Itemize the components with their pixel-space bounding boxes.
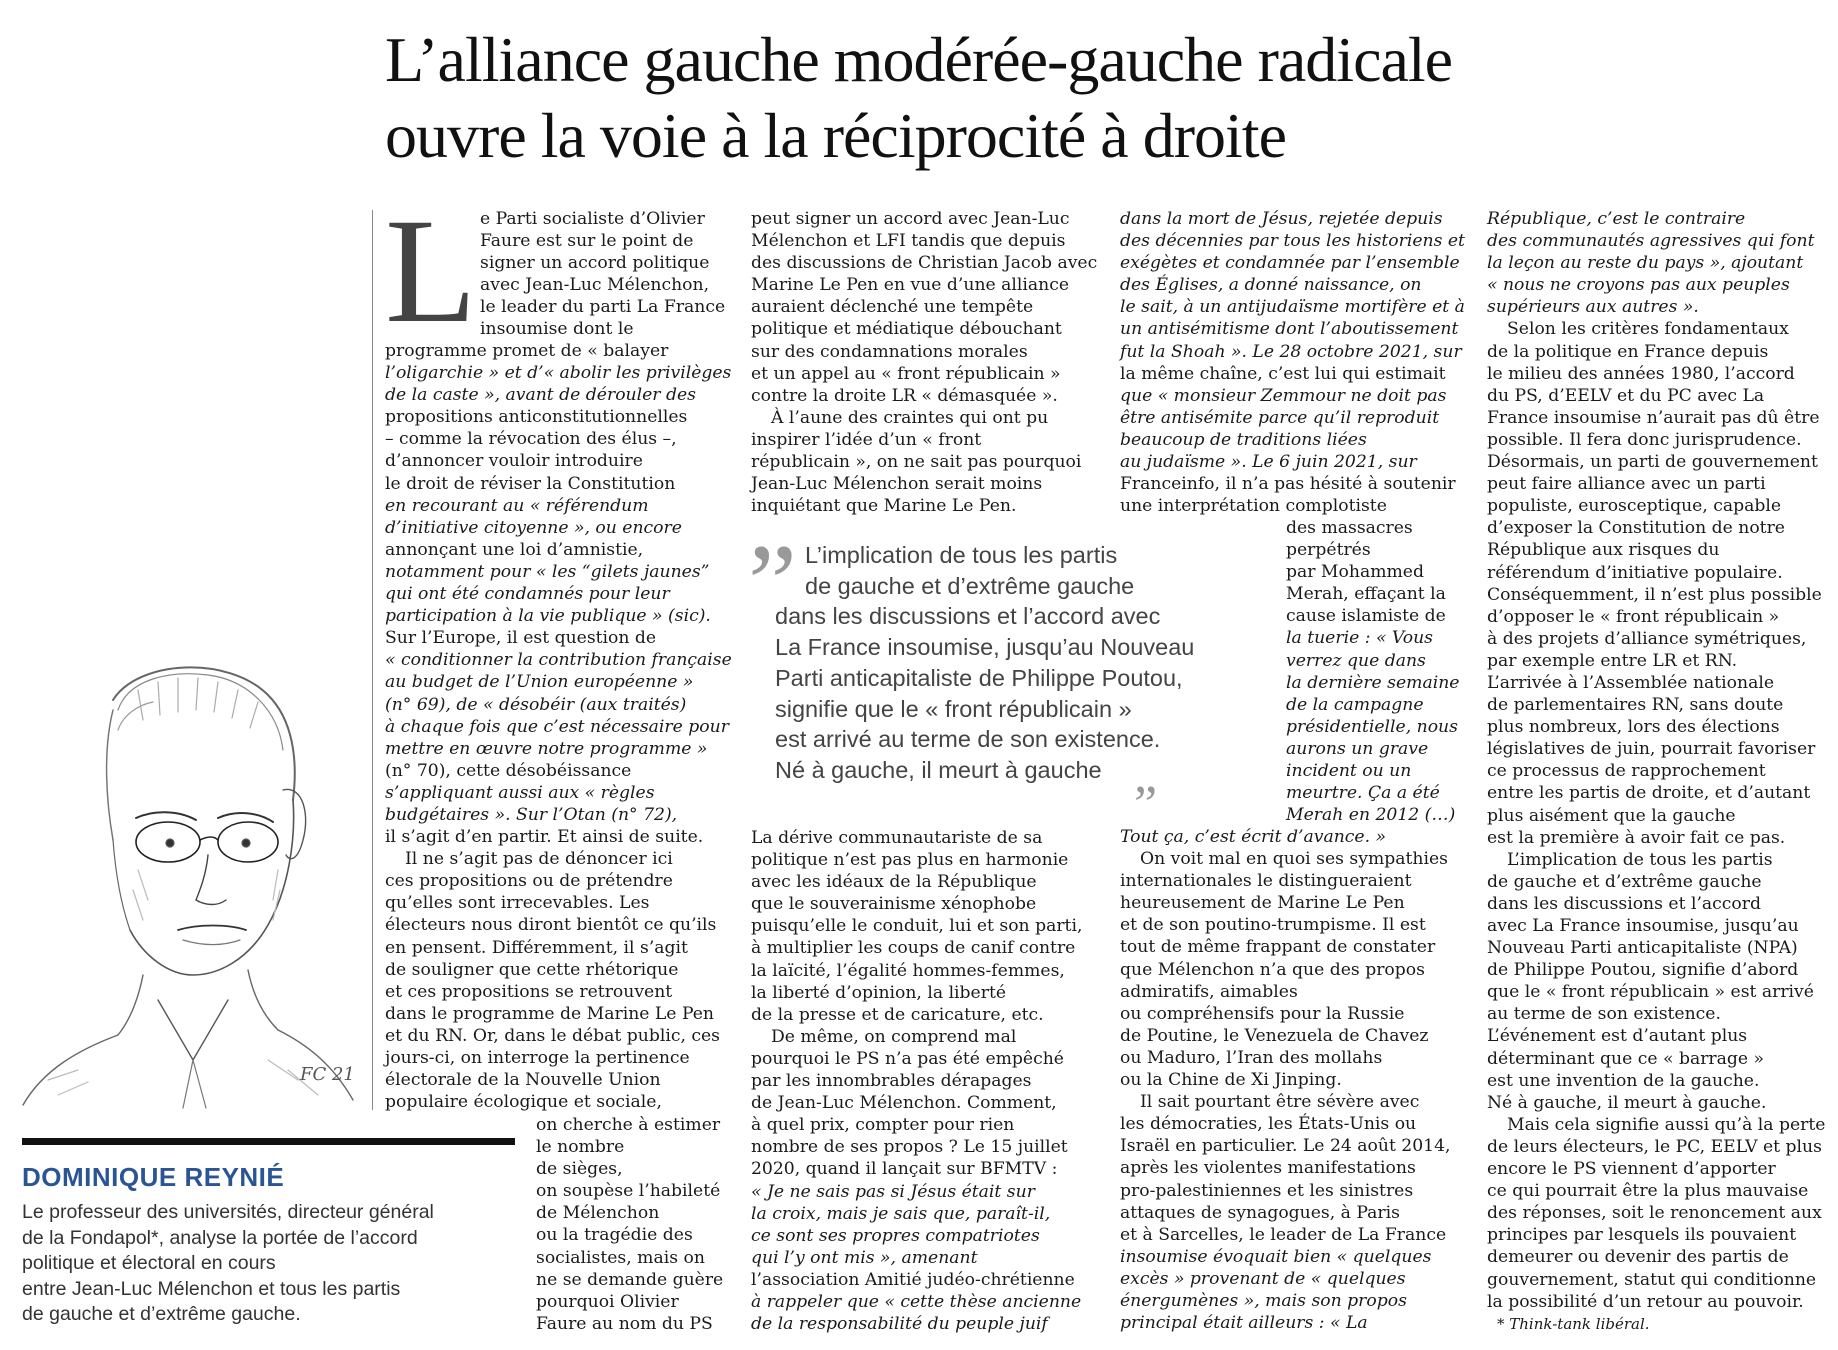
footnote-text: * Think-tank libéral. <box>1497 1315 1650 1333</box>
text-line: ou compréhensifs pour la Russie <box>1120 1003 1405 1024</box>
text-line: de la politique en France depuis <box>1487 341 1769 362</box>
text-line: que Mélenchon n’a que des propos <box>1120 959 1425 980</box>
text-line: meurtre. Ça a été <box>1286 783 1440 804</box>
text-line: cause islamiste de <box>1286 606 1446 627</box>
text-line: L’implication de tous les partis <box>1507 849 1773 870</box>
text-line: fut la Shoah ». Le 28 octobre 2021, sur <box>1120 341 1462 362</box>
text-line: dans la mort de Jésus, rejetée depuis <box>1120 209 1443 229</box>
text-line: pourquoi le PS n’a pas été empêché <box>751 1048 1064 1069</box>
column-3-top <box>1120 208 1465 517</box>
text-line: exégètes et condamnée par l’ensemble <box>1120 253 1460 274</box>
text-line: ces propositions ou de prétendre <box>385 871 673 892</box>
text-line: dans le programme de Marine Le Pen <box>385 1003 714 1024</box>
text-line: À l’aune des craintes qui ont pu <box>771 407 1049 428</box>
column-3-bottom <box>1120 826 1451 1334</box>
text-line: République, c’est le contraire <box>1487 209 1746 229</box>
author-bio-line: de gauche et d’extrême gauche. <box>22 1303 301 1325</box>
text-line: avec La France insoumise, jusqu’au <box>1487 916 1799 936</box>
text-line: principal était ailleurs : « La <box>1120 1313 1368 1334</box>
text-line: Nouveau Parti anticapitaliste (NPA) <box>1487 938 1798 959</box>
text-line: de Philippe Poutou, signifie d’abord <box>1487 960 1799 981</box>
text-line: est la première à avoir fait ce pas. <box>1487 827 1786 848</box>
text-line: ou la tragédie des <box>536 1225 693 1246</box>
text-line: principes par lesquels ils pouvaient <box>1487 1225 1797 1246</box>
text-line: admiratifs, aimables <box>1120 981 1298 1002</box>
headline <box>385 22 1825 174</box>
text-line: France insoumise n’aurait pas dû être <box>1487 407 1820 428</box>
author-bio <box>22 1200 492 1328</box>
text-line: sur des condamnations morales <box>751 341 1028 362</box>
text-line: par exemple entre LR et RN. <box>1487 650 1738 671</box>
author-name: DOMINIQUE REYNIÉ <box>22 1162 285 1192</box>
pullquote-line: de gauche et d’extrême gauche <box>805 572 1135 599</box>
text-line: le droit de réviser la Constitution <box>385 473 676 494</box>
text-line: d’opposer le « front républicain » <box>1487 606 1780 627</box>
text-line: aurons un grave <box>1286 738 1429 759</box>
text-line: ce processus de rapprochement <box>1487 761 1766 782</box>
text-line: d’annoncer vouloir introduire <box>385 451 643 472</box>
pullquote-line: signifie que le « front républicain » <box>775 695 1132 722</box>
text-line: les démocraties, les États-Unis ou <box>1120 1114 1417 1135</box>
text-line: de la campagne <box>1286 694 1424 715</box>
text-line: De même, on comprend mal <box>771 1026 1017 1047</box>
text-line: dans les discussions et l’accord <box>1487 893 1761 914</box>
text-line: verrez que dans <box>1286 650 1426 671</box>
text-line: nombre de ses propos ? Le 15 juillet <box>751 1137 1068 1158</box>
text-line: et à Sarcelles, le leader de La France <box>1120 1224 1447 1245</box>
text-line: Franceinfo, il n’a pas hésité à soutenir <box>1120 474 1456 495</box>
text-line: d’initiative citoyenne », ou encore <box>385 517 682 538</box>
text-line: participation à la vie publique » (sic). <box>385 606 711 627</box>
text-line: au terme de son existence. <box>1487 1004 1721 1025</box>
footnote <box>1487 1313 1650 1335</box>
text-line: La dérive communautariste de sa <box>751 828 1043 848</box>
text-line: à chaque fois que c’est nécessaire pour <box>385 716 729 737</box>
text-line: « conditionner la contribution française <box>385 650 732 671</box>
text-line: après les violentes manifestations <box>1120 1158 1416 1179</box>
text-line: (n° 69), de « désobéir (aux traités) <box>385 694 687 715</box>
text-line: possible. Il fera donc jurisprudence. <box>1487 429 1802 450</box>
text-line: s’appliquant aussi aux « règles <box>385 782 655 803</box>
text-line: insoumise dont le <box>480 319 634 340</box>
text-line: de Mélenchon <box>536 1203 660 1224</box>
text-line: On voit mal en quoi ses sympathies <box>1140 849 1448 870</box>
text-line: avec les idéaux de la République <box>751 872 1037 893</box>
text-line: Mélenchon et LFI tandis que depuis <box>751 231 1066 252</box>
text-line: que le souverainisme xénophobe <box>751 894 1037 915</box>
text-line: à multiplier les coups de canif contre <box>751 938 1076 959</box>
text-line: ce sont ses propres compatriotes <box>751 1225 1040 1246</box>
text-line: des Églises, a donné naissance, on <box>1120 275 1422 296</box>
text-line: de Jean-Luc Mélenchon. Comment, <box>751 1093 1057 1114</box>
text-line: la laïcité, l’égalité hommes-femmes, <box>751 960 1065 981</box>
text-line: attaques de synagogues, à Paris <box>1120 1202 1400 1223</box>
text-line: ne se demande guère <box>536 1269 724 1290</box>
pullquote-line: est arrivé au terme de son existence. <box>775 726 1161 753</box>
text-line: pro-palestiniennes et les sinistres <box>1120 1180 1414 1201</box>
pullquote-line: La France insoumise, jusqu’au Nouveau <box>775 634 1195 661</box>
text-line: e Parti socialiste d’Olivier <box>480 209 705 229</box>
text-line: avec Jean-Luc Mélenchon, <box>480 275 710 296</box>
text-line: incident ou un <box>1286 761 1412 782</box>
text-line: par Mohammed <box>1286 562 1424 583</box>
text-line: à rappeler que « cette thèse ancienne <box>751 1291 1082 1312</box>
text-line: annonçant une loi d’amnistie, <box>385 539 644 560</box>
text-line: des communautés agressives qui font <box>1487 231 1815 252</box>
text-line: tout de même frappant de constater <box>1120 937 1436 958</box>
text-line: du PS, d’EELV et du PC avec La <box>1487 385 1765 406</box>
text-line: de Poutine, le Venezuela de Chavez <box>1120 1025 1429 1046</box>
text-line: politique et médiatique débouchant <box>751 319 1062 340</box>
text-line: signer un accord politique <box>480 253 710 274</box>
text-line: républicain », on ne sait pas pourquoi <box>751 452 1082 473</box>
text-line: supérieurs aux autres ». <box>1487 297 1699 318</box>
text-line: par les innombrables dérapages <box>751 1071 1032 1092</box>
text-line: à des projets d’alliance symétriques, <box>1487 628 1807 649</box>
text-line: la même chaîne, c’est lui qui estimait <box>1120 363 1446 384</box>
headline-line-1: L’alliance gauche modérée-gauche radicale <box>385 24 1453 95</box>
column-1-tail <box>536 1114 723 1335</box>
text-line: heureusement de Marine Le Pen <box>1120 893 1405 914</box>
author-section-bar <box>22 1138 515 1145</box>
column-2-bottom <box>751 827 1082 1335</box>
text-line: au budget de l’Union européenne » <box>385 672 694 693</box>
text-line: l’association Amitié judéo-chrétienne <box>751 1269 1075 1290</box>
text-line: on cherche à estimer <box>536 1115 721 1135</box>
author-bio-line: politique et électoral en cours <box>22 1252 276 1274</box>
text-line: qu’elles sont irrecevables. Les <box>385 893 650 914</box>
text-line: et de son poutino-trumpisme. Il est <box>1120 915 1426 936</box>
text-line: être antisémite parce qu’il reproduit <box>1120 407 1440 428</box>
column-4 <box>1487 208 1825 1313</box>
text-line: populiste, eurosceptique, capable <box>1487 496 1782 517</box>
text-line: peut faire alliance avec un parti <box>1487 474 1766 495</box>
text-line: déterminant que ce « barrage » <box>1487 1048 1765 1069</box>
text-line: puisqu’elle le conduit, lui et son parti, <box>751 916 1083 937</box>
author-bio-line: entre Jean-Luc Mélenchon et tous les partis <box>22 1277 401 1300</box>
text-line: électeurs nous diront bientôt ce qu’ils <box>385 915 717 936</box>
text-line: le sait, à un antijudaïsme mortifère et à <box>1120 297 1465 318</box>
text-line: la possibilité d’un retour au pouvoir. <box>1487 1291 1804 1312</box>
text-line: demeurer ou devenir des partis de <box>1487 1247 1789 1268</box>
text-line: Jean-Luc Mélenchon serait moins <box>751 474 1043 495</box>
text-line: et ces propositions se retrouvent <box>385 981 673 1002</box>
text-line: ou Maduro, l’Iran des mollahs <box>1120 1047 1383 1068</box>
column-1 <box>385 340 732 1113</box>
pullquote-line: Parti anticapitaliste de Philippe Poutou, <box>775 664 1183 691</box>
text-line: il s’agit d’en partir. Et ainsi de suite. <box>385 827 704 848</box>
text-line: L’arrivée à l’Assemblée nationale <box>1487 672 1774 693</box>
text-line: législatives de juin, pourrait favoriser <box>1487 739 1816 760</box>
text-line: peut signer un accord avec Jean-Luc <box>751 209 1070 229</box>
text-line: la dernière semaine <box>1286 672 1460 693</box>
text-line: politique n’est pas plus en harmonie <box>751 850 1069 871</box>
text-line: inspirer l’idée d’un « front <box>751 429 982 450</box>
text-line: Conséquemment, il n’est plus possible <box>1487 584 1822 605</box>
text-line: beaucoup de traditions liées <box>1120 429 1367 450</box>
text-line: le milieu des années 1980, l’accord <box>1487 363 1795 384</box>
text-line: – comme la révocation des élus –, <box>385 429 677 450</box>
text-line: le nombre <box>536 1137 625 1158</box>
text-line: un antisémitisme dont l’aboutissement <box>1120 319 1459 340</box>
text-line: L’événement est d’autant plus <box>1487 1026 1748 1047</box>
text-line: notamment pour « les “gilets jaunes” <box>385 561 710 582</box>
text-line: ce qui pourrait être la plus mauvaise <box>1487 1181 1809 1202</box>
text-line: une interprétation complotiste <box>1120 496 1387 517</box>
text-line: programme promet de « balayer <box>385 341 669 361</box>
text-line: référendum d’initiative populaire. <box>1487 562 1783 583</box>
text-line: au judaïsme ». Le 6 juin 2021, sur <box>1120 452 1417 473</box>
text-line: et du RN. Or, dans le débat public, ces <box>385 1025 720 1046</box>
text-line: Il sait pourtant être sévère avec <box>1140 1092 1420 1113</box>
text-line: mettre en œuvre notre programme » <box>385 738 708 759</box>
text-line: des réponses, soit le renoncement aux <box>1487 1203 1822 1224</box>
text-line: de leurs électeurs, le PC, EELV et plus <box>1487 1136 1822 1157</box>
column-divider <box>372 210 373 1110</box>
text-line: socialistes, mais on <box>536 1247 705 1268</box>
text-line: contre la droite LR « démasquée ». <box>751 385 1058 406</box>
headline-line-2: ouvre la voie à la réciprocité à droite <box>385 100 1286 171</box>
text-line: que le « front républicain » est arrivé <box>1487 982 1814 1003</box>
text-line: Faure est sur le point de <box>480 231 694 252</box>
text-line: Tout ça, c’est écrit d’avance. » <box>1120 827 1387 847</box>
text-line: qui l’y ont mis », amenant <box>751 1247 978 1268</box>
text-line: pourquoi Olivier <box>536 1291 679 1312</box>
text-line: d’exposer la Constitution de notre <box>1487 518 1785 539</box>
text-line: Merah en 2012 (…) <box>1286 805 1456 826</box>
quote-close-icon: „ <box>1134 747 1158 804</box>
column-2-top <box>751 208 1097 517</box>
text-line: Faure au nom du PS <box>536 1313 713 1334</box>
text-line: de la caste », avant de dérouler des <box>385 385 696 406</box>
text-line: Marine Le Pen en vue d’une alliance <box>751 275 1070 296</box>
author-bio-line: de la Fondapol*, analyse la portée de l’accord <box>22 1226 418 1249</box>
text-line: énergumènes », mais son propos <box>1120 1290 1407 1311</box>
text-line: populaire écologique et sociale, <box>385 1092 662 1113</box>
pullquote-line: L’implication de tous les partis <box>805 542 1118 568</box>
text-line: la liberté d’opinion, la liberté <box>751 982 1007 1003</box>
text-line: Désormais, un parti de gouvernement <box>1487 452 1818 473</box>
text-line: de souligner que cette rhétorique <box>385 959 679 980</box>
text-line: inquiétant que Marine Le Pen. <box>751 496 1017 517</box>
text-line: Merah, effaçant la <box>1286 584 1446 605</box>
text-line: perpétrés <box>1286 540 1371 561</box>
text-line: la leçon au reste du pays », ajoutant <box>1487 253 1804 274</box>
text-line: de sièges, <box>536 1159 623 1180</box>
text-line: de gauche et d’extrême gauche <box>1487 871 1762 892</box>
pullquote-line: dans les discussions et l’accord avec <box>775 603 1161 630</box>
text-line: l’oligarchie » et d’« abolir les privilèges <box>385 363 732 384</box>
text-line: « nous ne croyons pas aux peuples <box>1487 275 1790 296</box>
text-line: jours-ci, on interroge la pertinence <box>385 1048 690 1068</box>
text-line: gouvernement, statut qui conditionne <box>1487 1269 1817 1290</box>
text-line: la tuerie : « Vous <box>1286 628 1434 649</box>
text-line: en recourant au « référendum <box>385 495 649 516</box>
text-line: en pensent. Différemment, il s’agit <box>385 937 688 958</box>
text-line: internationales le distingueraient <box>1120 871 1412 892</box>
text-line: excès » provenant de « quelques <box>1120 1268 1406 1289</box>
text-line: Israël en particulier. Le 24 août 2014, <box>1120 1136 1451 1157</box>
text-line: plus aisément que la gauche <box>1487 805 1736 826</box>
text-line: de parlementaires RN, sans doute <box>1487 695 1784 716</box>
text-line: des décennies par tous les historiens et <box>1120 231 1465 252</box>
text-line: République aux risques du <box>1487 540 1720 561</box>
text-line: Sur l’Europe, il est question de <box>385 628 657 649</box>
text-line: plus nombreux, lors des élections <box>1487 717 1780 738</box>
text-line: que « monsieur Zemmour ne doit pas <box>1120 385 1447 406</box>
text-line: ou la Chine de Xi Jinping. <box>1120 1070 1342 1091</box>
portrait-signature: FC 21 <box>300 1064 355 1085</box>
text-line: « Je ne sais pas si Jésus était sur <box>751 1181 1035 1202</box>
quote-open-icon: ” <box>748 522 797 644</box>
text-line: des massacres <box>1286 518 1413 538</box>
text-line: encore le PS viennent d’apporter <box>1487 1159 1776 1180</box>
text-line: et un appel au « front républicain » <box>751 363 1061 384</box>
text-line: 2020, quand il lançait sur BFMTV : <box>751 1159 1058 1180</box>
drop-cap: L <box>385 188 477 354</box>
text-line: on soupèse l’habileté <box>536 1181 721 1202</box>
text-line: budgétaires ». Sur l’Otan (n° 72), <box>385 804 678 825</box>
text-line: Mais cela signifie aussi qu’à la perte <box>1507 1114 1826 1135</box>
text-line: auraient déclenché une tempête <box>751 297 1034 318</box>
text-line: des discussions de Christian Jacob avec <box>751 253 1098 274</box>
text-line: Il ne s’agit pas de dénoncer ici <box>405 849 673 870</box>
text-line: de la presse et de caricature, etc. <box>751 1004 1044 1025</box>
text-line: qui ont été condamnés pour leur <box>385 584 670 605</box>
text-line: à quel prix, compter pour rien <box>751 1115 1015 1136</box>
text-line: électorale de la Nouvelle Union <box>385 1070 661 1091</box>
text-line: présidentielle, nous <box>1286 716 1458 737</box>
text-line: de la responsabilité du peuple juif <box>751 1314 1048 1335</box>
text-line: est une invention de la gauche. <box>1487 1070 1760 1091</box>
text-line: insoumise évoquait bien « quelques <box>1120 1246 1432 1267</box>
pullquote <box>750 540 1270 786</box>
text-line: propositions anticonstitutionnelles <box>385 407 688 428</box>
author-portrait-sketch <box>18 640 358 1110</box>
text-line: le leader du parti La France <box>480 297 726 318</box>
author-bio-line: Le professeur des universités, directeur général <box>22 1201 434 1223</box>
pullquote-line: Né à gauche, il meurt à gauche <box>775 756 1102 783</box>
text-line: la croix, mais je sais que, paraît-il, <box>751 1203 1051 1224</box>
text-line: (n° 70), cette désobéissance <box>385 760 632 781</box>
text-line: Selon les critères fondamentaux <box>1507 319 1789 340</box>
text-line: entre les partis de droite, et d’autant <box>1487 783 1811 804</box>
column-3-narrow <box>1286 517 1459 826</box>
text-line: Né à gauche, il meurt à gauche. <box>1487 1092 1767 1113</box>
